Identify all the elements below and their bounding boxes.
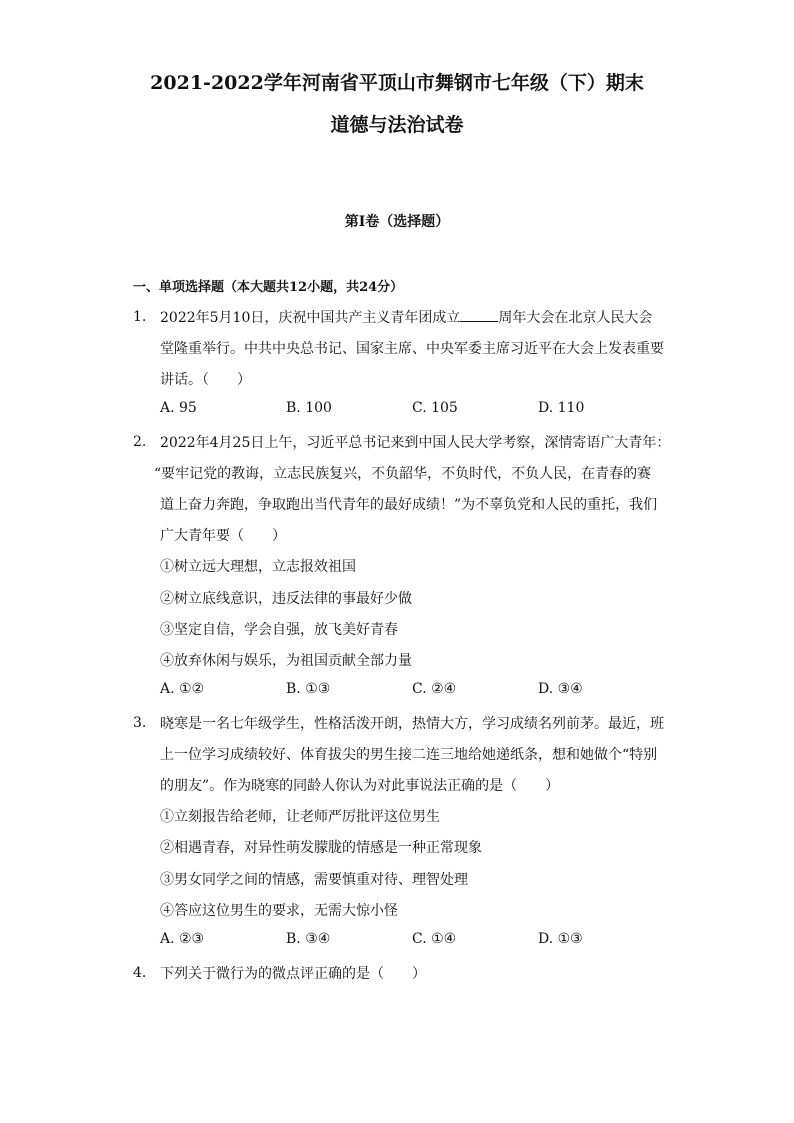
exam-title-line-2: 道德与法治试卷 bbox=[330, 114, 464, 136]
question-3-number: 3. bbox=[133, 715, 147, 731]
question-2-statement-1: ①树立远大理想，立志报效祖国 bbox=[160, 559, 356, 575]
question-2-line-3: 道上奋力奔跑，争取跑出当代青年的最好成绩！”为不辜负党和人民的重托，我们 bbox=[160, 497, 658, 513]
question-2-line-1: 2022年4月25日上午，习近平总书记来到中国人民大学考察，深情寄语广大青年： bbox=[160, 435, 671, 451]
question-3-option-b: B. ③④ bbox=[286, 931, 331, 947]
question-4-line-1: 下列关于微行为的微点评正确的是（ ） bbox=[160, 966, 426, 982]
question-2-statement-3: ③坚定自信，学会自强，放飞美好青春 bbox=[160, 622, 398, 638]
section-heading: 一、单项选择题（本大题共12小题，共24分） bbox=[133, 280, 404, 295]
question-2-statement-2: ②树立底线意识，违反法律的事最好少做 bbox=[160, 591, 412, 607]
question-1-option-c: C. 105 bbox=[412, 400, 458, 416]
question-1-line-3: 讲话。（ ） bbox=[160, 372, 251, 388]
question-1-option-d: D. 110 bbox=[538, 400, 585, 416]
question-1-option-a: A. 95 bbox=[160, 400, 197, 416]
question-3-statement-3: ③男女同学之间的情感，需要慎重对待、理智处理 bbox=[160, 872, 468, 888]
question-2-option-d: D. ③④ bbox=[538, 681, 583, 697]
question-3-line-1: 晓寒是一名七年级学生，性格活泼开朗，热情大方，学习成绩名列前茅。最近，班 bbox=[160, 716, 664, 732]
question-3-option-d: D. ①③ bbox=[538, 931, 583, 947]
question-3-line-2: 上一位学习成绩较好、体育拔尖的男生接二连三地给她递纸条，想和她做个“特别 bbox=[160, 747, 658, 763]
fill-blank bbox=[460, 307, 498, 322]
volume-heading: 第I卷（选择题） bbox=[344, 214, 450, 230]
question-1-line-1-pre: 2022年5月10日，庆祝中国共产主义青年团成立 bbox=[160, 310, 461, 326]
question-3-option-c: C. ①④ bbox=[412, 931, 457, 947]
question-3-statement-1: ①立刻报告给老师，让老师严厉批评这位男生 bbox=[160, 809, 440, 825]
question-2-statement-4: ④放弃休闲与娱乐，为祖国贡献全部力量 bbox=[160, 653, 412, 669]
question-4-number: 4. bbox=[133, 965, 147, 981]
question-3-statement-2: ②相遇青春，对异性萌发朦胧的情感是一种正常现象 bbox=[160, 840, 482, 856]
question-2-option-c: C. ②④ bbox=[412, 681, 457, 697]
question-2-option-b: B. ①③ bbox=[286, 681, 331, 697]
question-3-option-a: A. ②③ bbox=[160, 931, 205, 947]
question-1-line-1 bbox=[160, 307, 652, 327]
question-3-line-3: 的朋友”。作为晓寒的同龄人你认为对此事说法正确的是（ ） bbox=[160, 778, 560, 794]
question-2-option-a: A. ①② bbox=[160, 681, 205, 697]
question-2-line-2: “要牢记党的教诲，立志民族复兴，不负韶华，不负时代，不负人民，在青春的赛 bbox=[154, 466, 652, 482]
question-1-line-1-post: 周年大会在北京人民大会 bbox=[498, 310, 653, 326]
question-2-line-4: 广大青年要（ ） bbox=[160, 528, 286, 544]
question-1-line-2: 堂隆重举行。中共中央总书记、国家主席、中央军委主席习近平在大会上发表重要 bbox=[160, 341, 664, 357]
exam-title-line-1: 2021-2022学年河南省平顶山市舞钢市七年级（下）期末 bbox=[150, 72, 644, 94]
question-1-option-b: B. 100 bbox=[286, 400, 332, 416]
question-2-number: 2. bbox=[133, 434, 147, 450]
question-1-number: 1. bbox=[133, 309, 147, 325]
question-3-statement-4: ④答应这位男生的要求，无需大惊小怪 bbox=[160, 903, 398, 919]
